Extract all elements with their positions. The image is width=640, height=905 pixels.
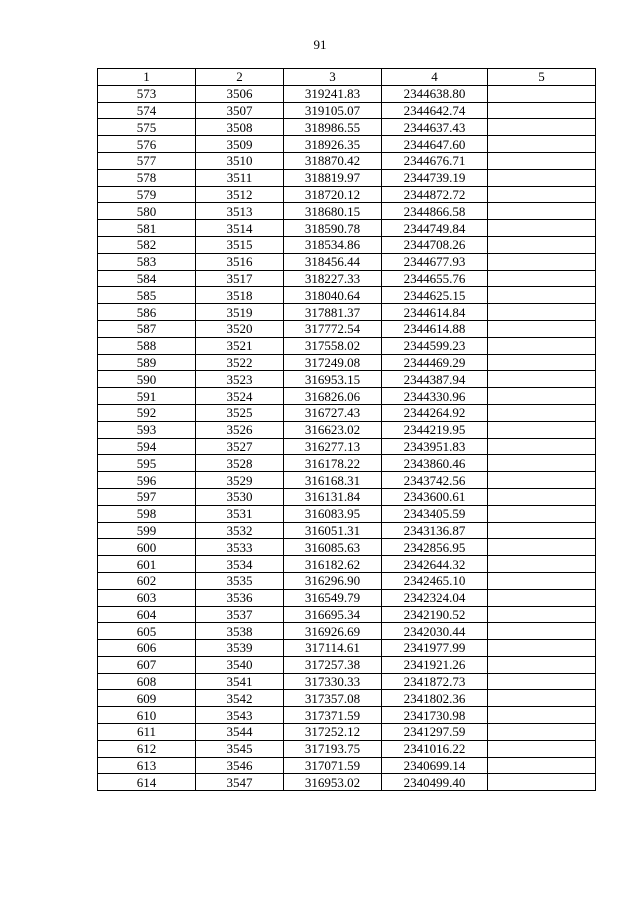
table-cell-col-4: 2344219.95 — [382, 421, 488, 438]
table-cell-col-2: 3543 — [196, 707, 284, 724]
table-cell-col-1: 588 — [98, 337, 196, 354]
table-cell-col-4: 2342324.04 — [382, 589, 488, 606]
table-cell-col-5 — [488, 253, 596, 270]
table-row — [98, 589, 596, 606]
table-cell-col-2: 3542 — [196, 690, 284, 707]
table-cell-col-3: 316623.02 — [284, 421, 382, 438]
table-cell-col-4: 2341872.73 — [382, 673, 488, 690]
table-cell-col-1: 576 — [98, 136, 196, 153]
table-cell-col-4: 2344469.29 — [382, 354, 488, 371]
table-cell-col-3: 317249.08 — [284, 354, 382, 371]
table-cell-col-3: 317881.37 — [284, 304, 382, 321]
table-cell-col-5 — [488, 438, 596, 455]
table-cell-col-2: 3544 — [196, 724, 284, 741]
table-cell-col-5 — [488, 455, 596, 472]
table-cell-col-2: 3508 — [196, 119, 284, 136]
table-cell-col-3: 316085.63 — [284, 539, 382, 556]
table-cell-col-1: 600 — [98, 539, 196, 556]
table-row — [98, 186, 596, 203]
table-row — [98, 774, 596, 791]
table-cell-col-1: 585 — [98, 287, 196, 304]
table-cell-col-4: 2344676.71 — [382, 152, 488, 169]
table-cell-col-2: 3536 — [196, 589, 284, 606]
table-cell-col-5 — [488, 623, 596, 640]
table-row — [98, 488, 596, 505]
table-cell-col-5 — [488, 707, 596, 724]
table-cell-col-1: 605 — [98, 623, 196, 640]
table-cell-col-2: 3515 — [196, 236, 284, 253]
table-cell-col-1: 602 — [98, 572, 196, 589]
table-cell-col-3: 316178.22 — [284, 455, 382, 472]
table-cell-col-3: 318534.86 — [284, 236, 382, 253]
table-cell-col-1: 578 — [98, 169, 196, 186]
table-cell-col-2: 3519 — [196, 304, 284, 321]
table-row — [98, 690, 596, 707]
column-header-2: 2 — [196, 69, 284, 86]
table-cell-col-4: 2344264.92 — [382, 404, 488, 421]
table-cell-col-5 — [488, 320, 596, 337]
table-cell-col-4: 2341802.36 — [382, 690, 488, 707]
table-cell-col-2: 3509 — [196, 136, 284, 153]
table-cell-col-3: 318590.78 — [284, 220, 382, 237]
table-cell-col-3: 316953.02 — [284, 774, 382, 791]
table-cell-col-2: 3527 — [196, 438, 284, 455]
table-row — [98, 438, 596, 455]
table-cell-col-1: 587 — [98, 320, 196, 337]
table-cell-col-1: 586 — [98, 304, 196, 321]
table-cell-col-4: 2344387.94 — [382, 371, 488, 388]
table-cell-col-2: 3514 — [196, 220, 284, 237]
table-row — [98, 388, 596, 405]
table-row — [98, 522, 596, 539]
table-cell-col-4: 2340499.40 — [382, 774, 488, 791]
table-cell-col-5 — [488, 388, 596, 405]
table-cell-col-5 — [488, 522, 596, 539]
table-cell-col-3: 316695.34 — [284, 606, 382, 623]
table-cell-col-1: 583 — [98, 253, 196, 270]
column-header-5: 5 — [488, 69, 596, 86]
table-cell-col-3: 317193.75 — [284, 740, 382, 757]
table-cell-col-4: 2341977.99 — [382, 640, 488, 657]
table-cell-col-3: 317772.54 — [284, 320, 382, 337]
table-cell-col-4: 2342030.44 — [382, 623, 488, 640]
table-cell-col-3: 317371.59 — [284, 707, 382, 724]
table-cell-col-5 — [488, 119, 596, 136]
table-cell-col-4: 2344625.15 — [382, 287, 488, 304]
table-cell-col-3: 317330.33 — [284, 673, 382, 690]
table-cell-col-2: 3530 — [196, 488, 284, 505]
table-cell-col-5 — [488, 690, 596, 707]
table-cell-col-5 — [488, 724, 596, 741]
table-row — [98, 505, 596, 522]
table-cell-col-3: 317252.12 — [284, 724, 382, 741]
table-cell-col-2: 3533 — [196, 539, 284, 556]
table-cell-col-5 — [488, 236, 596, 253]
table-cell-col-1: 575 — [98, 119, 196, 136]
table-cell-col-4: 2344655.76 — [382, 270, 488, 287]
table-cell-col-2: 3535 — [196, 572, 284, 589]
table-cell-col-5 — [488, 505, 596, 522]
table-cell-col-4: 2344708.26 — [382, 236, 488, 253]
table-cell-col-5 — [488, 421, 596, 438]
table-cell-col-4: 2341297.59 — [382, 724, 488, 741]
table-cell-col-5 — [488, 572, 596, 589]
table-cell-col-1: 608 — [98, 673, 196, 690]
table-cell-col-5 — [488, 757, 596, 774]
table-row — [98, 169, 596, 186]
table-cell-col-5 — [488, 539, 596, 556]
table-row — [98, 320, 596, 337]
table-cell-col-1: 609 — [98, 690, 196, 707]
table-cell-col-3: 316182.62 — [284, 556, 382, 573]
table-row — [98, 656, 596, 673]
table-cell-col-3: 318720.12 — [284, 186, 382, 203]
table-cell-col-4: 2344872.72 — [382, 186, 488, 203]
table-cell-col-4: 2344739.19 — [382, 169, 488, 186]
table-cell-col-1: 597 — [98, 488, 196, 505]
table-row — [98, 707, 596, 724]
table-cell-col-1: 594 — [98, 438, 196, 455]
table-cell-col-3: 316277.13 — [284, 438, 382, 455]
table-cell-col-3: 318227.33 — [284, 270, 382, 287]
table-cell-col-1: 611 — [98, 724, 196, 741]
table-cell-col-4: 2341921.26 — [382, 656, 488, 673]
table-row — [98, 572, 596, 589]
table-header-row — [98, 69, 596, 86]
table-cell-col-3: 319241.83 — [284, 85, 382, 102]
table-cell-col-1: 606 — [98, 640, 196, 657]
table-cell-col-4: 2344614.84 — [382, 304, 488, 321]
table-cell-col-2: 3532 — [196, 522, 284, 539]
table-cell-col-4: 2343405.59 — [382, 505, 488, 522]
table-cell-col-2: 3506 — [196, 85, 284, 102]
table-cell-col-4: 2344749.84 — [382, 220, 488, 237]
table-cell-col-2: 3540 — [196, 656, 284, 673]
table-cell-col-5 — [488, 337, 596, 354]
table-cell-col-2: 3539 — [196, 640, 284, 657]
table-row — [98, 757, 596, 774]
table-cell-col-5 — [488, 740, 596, 757]
table-cell-col-5 — [488, 186, 596, 203]
table-cell-col-1: 581 — [98, 220, 196, 237]
table-cell-col-4: 2341016.22 — [382, 740, 488, 757]
table-cell-col-3: 317257.38 — [284, 656, 382, 673]
table-row — [98, 673, 596, 690]
table-row — [98, 404, 596, 421]
table-cell-col-2: 3546 — [196, 757, 284, 774]
table-cell-col-2: 3526 — [196, 421, 284, 438]
table-cell-col-3: 318986.55 — [284, 119, 382, 136]
table-cell-col-2: 3520 — [196, 320, 284, 337]
table-cell-col-4: 2344677.93 — [382, 253, 488, 270]
table-row — [98, 623, 596, 640]
table-cell-col-4: 2342465.10 — [382, 572, 488, 589]
table-cell-col-5 — [488, 287, 596, 304]
table-row — [98, 236, 596, 253]
table-cell-col-4: 2342856.95 — [382, 539, 488, 556]
table-cell-col-5 — [488, 270, 596, 287]
page-number: 91 — [313, 37, 327, 52]
table-cell-col-4: 2344866.58 — [382, 203, 488, 220]
table-cell-col-5 — [488, 656, 596, 673]
table-cell-col-3: 316549.79 — [284, 589, 382, 606]
table-cell-col-1: 579 — [98, 186, 196, 203]
table-cell-col-5 — [488, 774, 596, 791]
table-cell-col-1: 573 — [98, 85, 196, 102]
table-cell-col-5 — [488, 85, 596, 102]
table-cell-col-5 — [488, 488, 596, 505]
table-cell-col-3: 318456.44 — [284, 253, 382, 270]
table-cell-col-2: 3524 — [196, 388, 284, 405]
table-cell-col-2: 3523 — [196, 371, 284, 388]
table-cell-col-3: 316051.31 — [284, 522, 382, 539]
table-cell-col-1: 574 — [98, 102, 196, 119]
table-cell-col-2: 3545 — [196, 740, 284, 757]
table-cell-col-4: 2344647.60 — [382, 136, 488, 153]
table-cell-col-1: 593 — [98, 421, 196, 438]
table-cell-col-1: 603 — [98, 589, 196, 606]
table-cell-col-3: 316168.31 — [284, 472, 382, 489]
table-row — [98, 724, 596, 741]
table-row — [98, 472, 596, 489]
column-header-1: 1 — [98, 69, 196, 86]
table-body — [98, 85, 596, 790]
coordinates-table — [97, 68, 596, 791]
table-cell-col-5 — [488, 673, 596, 690]
table-cell-col-4: 2340699.14 — [382, 757, 488, 774]
table-cell-col-5 — [488, 606, 596, 623]
table-cell-col-4: 2344642.74 — [382, 102, 488, 119]
table-cell-col-5 — [488, 354, 596, 371]
table-cell-col-2: 3512 — [196, 186, 284, 203]
table-cell-col-3: 318926.35 — [284, 136, 382, 153]
table-cell-col-3: 316953.15 — [284, 371, 382, 388]
table-cell-col-4: 2344330.96 — [382, 388, 488, 405]
table-row — [98, 304, 596, 321]
table-cell-col-1: 614 — [98, 774, 196, 791]
table-row — [98, 740, 596, 757]
table-row — [98, 640, 596, 657]
table-cell-col-2: 3521 — [196, 337, 284, 354]
table-cell-col-4: 2341730.98 — [382, 707, 488, 724]
table-cell-col-4: 2344638.80 — [382, 85, 488, 102]
table-cell-col-3: 319105.07 — [284, 102, 382, 119]
table-cell-col-2: 3541 — [196, 673, 284, 690]
table-row — [98, 556, 596, 573]
table-cell-col-3: 317114.61 — [284, 640, 382, 657]
table-cell-col-1: 613 — [98, 757, 196, 774]
table-row — [98, 270, 596, 287]
table-cell-col-1: 592 — [98, 404, 196, 421]
table-cell-col-4: 2344614.88 — [382, 320, 488, 337]
table-row — [98, 85, 596, 102]
table-cell-col-3: 316727.43 — [284, 404, 382, 421]
table-cell-col-5 — [488, 589, 596, 606]
table-cell-col-4: 2343742.56 — [382, 472, 488, 489]
table-cell-col-1: 610 — [98, 707, 196, 724]
table-cell-col-3: 318680.15 — [284, 203, 382, 220]
table-row — [98, 287, 596, 304]
table-cell-col-1: 582 — [98, 236, 196, 253]
table-row — [98, 253, 596, 270]
table-cell-col-2: 3537 — [196, 606, 284, 623]
table-cell-col-5 — [488, 152, 596, 169]
table-cell-col-2: 3522 — [196, 354, 284, 371]
table-cell-col-2: 3511 — [196, 169, 284, 186]
table-cell-col-5 — [488, 203, 596, 220]
table-cell-col-2: 3529 — [196, 472, 284, 489]
table-cell-col-2: 3510 — [196, 152, 284, 169]
table-cell-col-1: 598 — [98, 505, 196, 522]
table-cell-col-3: 317071.59 — [284, 757, 382, 774]
table-cell-col-1: 580 — [98, 203, 196, 220]
table-cell-col-5 — [488, 169, 596, 186]
table-cell-col-3: 316083.95 — [284, 505, 382, 522]
table-cell-col-3: 316296.90 — [284, 572, 382, 589]
table-cell-col-2: 3516 — [196, 253, 284, 270]
table-cell-col-3: 318870.42 — [284, 152, 382, 169]
table-cell-col-4: 2343951.83 — [382, 438, 488, 455]
table-cell-col-2: 3513 — [196, 203, 284, 220]
table-row — [98, 102, 596, 119]
table-row — [98, 220, 596, 237]
table-cell-col-5 — [488, 640, 596, 657]
table-cell-col-2: 3534 — [196, 556, 284, 573]
table-cell-col-4: 2343600.61 — [382, 488, 488, 505]
table-cell-col-1: 601 — [98, 556, 196, 573]
table-cell-col-4: 2343136.87 — [382, 522, 488, 539]
table-cell-col-4: 2344599.23 — [382, 337, 488, 354]
table-cell-col-4: 2344637.43 — [382, 119, 488, 136]
table-cell-col-2: 3547 — [196, 774, 284, 791]
table-row — [98, 337, 596, 354]
table-cell-col-1: 607 — [98, 656, 196, 673]
table-cell-col-4: 2342190.52 — [382, 606, 488, 623]
table-row — [98, 421, 596, 438]
table-cell-col-3: 316826.06 — [284, 388, 382, 405]
table-cell-col-2: 3507 — [196, 102, 284, 119]
table-cell-col-5 — [488, 371, 596, 388]
table-cell-col-5 — [488, 404, 596, 421]
table-cell-col-5 — [488, 472, 596, 489]
table-cell-col-3: 317357.08 — [284, 690, 382, 707]
table-row — [98, 119, 596, 136]
table-cell-col-2: 3518 — [196, 287, 284, 304]
table-cell-col-1: 599 — [98, 522, 196, 539]
table-cell-col-2: 3517 — [196, 270, 284, 287]
table-cell-col-5 — [488, 220, 596, 237]
column-header-4: 4 — [382, 69, 488, 86]
table-cell-col-1: 604 — [98, 606, 196, 623]
table-cell-col-1: 584 — [98, 270, 196, 287]
table-row — [98, 371, 596, 388]
table-cell-col-1: 577 — [98, 152, 196, 169]
table-cell-col-1: 590 — [98, 371, 196, 388]
table-cell-col-1: 595 — [98, 455, 196, 472]
table-cell-col-5 — [488, 136, 596, 153]
table-cell-col-3: 318819.97 — [284, 169, 382, 186]
table-cell-col-2: 3531 — [196, 505, 284, 522]
table-cell-col-5 — [488, 556, 596, 573]
table-cell-col-1: 612 — [98, 740, 196, 757]
table-row — [98, 354, 596, 371]
column-header-3: 3 — [284, 69, 382, 86]
table-cell-col-5 — [488, 102, 596, 119]
table-row — [98, 539, 596, 556]
table-row — [98, 136, 596, 153]
table-row — [98, 455, 596, 472]
table-cell-col-3: 316131.84 — [284, 488, 382, 505]
table-row — [98, 606, 596, 623]
table-cell-col-3: 317558.02 — [284, 337, 382, 354]
table-cell-col-2: 3525 — [196, 404, 284, 421]
table-cell-col-5 — [488, 304, 596, 321]
table-cell-col-1: 596 — [98, 472, 196, 489]
table-cell-col-3: 316926.69 — [284, 623, 382, 640]
table-cell-col-2: 3538 — [196, 623, 284, 640]
table-cell-col-1: 591 — [98, 388, 196, 405]
table-cell-col-1: 589 — [98, 354, 196, 371]
table-row — [98, 203, 596, 220]
table-row — [98, 152, 596, 169]
table-cell-col-4: 2342644.32 — [382, 556, 488, 573]
table-cell-col-2: 3528 — [196, 455, 284, 472]
table-cell-col-4: 2343860.46 — [382, 455, 488, 472]
table-cell-col-3: 318040.64 — [284, 287, 382, 304]
